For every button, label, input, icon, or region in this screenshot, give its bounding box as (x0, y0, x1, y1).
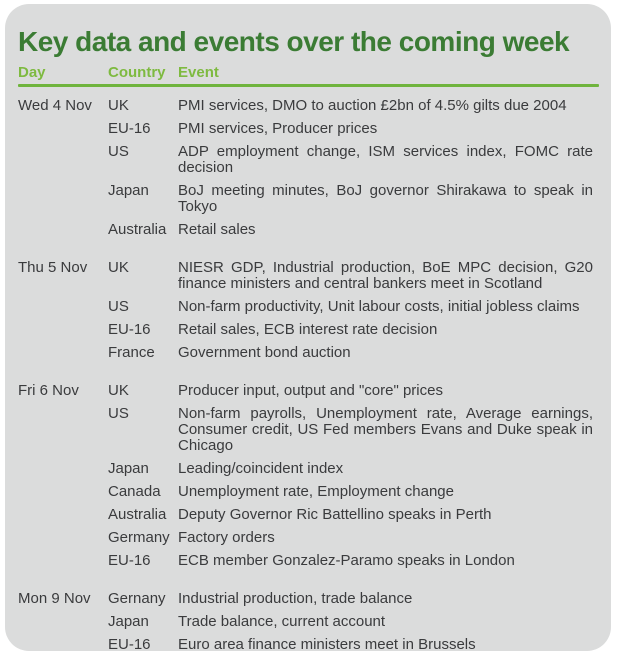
event-cell: Factory orders (178, 529, 275, 546)
table-row (18, 144, 599, 176)
day-cell (18, 322, 108, 338)
event-cell: Producer input, output and "core" prices (178, 382, 443, 399)
event-cell: Unemployment rate, Employment change (178, 483, 454, 500)
country-cell: Canada (108, 483, 161, 500)
day-cell (18, 183, 108, 215)
table-row (18, 406, 599, 454)
table-row (18, 591, 599, 607)
event-cell: Deputy Governor Ric Battellino speaks in Perth (178, 506, 492, 523)
day-cell (18, 461, 108, 477)
country-cell: Gernany (108, 590, 166, 607)
country-cell: Japan (108, 182, 149, 199)
column-header-country: Country (108, 64, 166, 81)
day-cell (18, 406, 108, 454)
day-block (18, 260, 599, 361)
table-row (18, 637, 599, 653)
country-cell: Germany (108, 529, 170, 546)
table-row (18, 507, 599, 523)
day-cell (18, 144, 108, 176)
country-cell: EU-16 (108, 636, 151, 653)
event-cell: PMI services, Producer prices (178, 120, 378, 137)
day-cell (18, 222, 108, 238)
country-cell: France (108, 344, 155, 361)
event-cell: Euro area finance ministers meet in Brussels (178, 636, 476, 653)
event-cell: ECB member Gonzalez-Paramo speaks in London (178, 552, 515, 569)
event-cell: BoJ meeting minutes, BoJ governor Shirakawa to speak in Tokyo (178, 182, 593, 215)
day-cell (18, 614, 108, 630)
table-row (18, 322, 599, 338)
country-cell: EU-16 (108, 321, 151, 338)
event-cell: Leading/coincident index (178, 460, 344, 477)
table-row (18, 222, 599, 238)
event-cell: Non-farm payrolls, Unemployment rate, Average earnings, Consumer credit, US Fed members Evans and Duke speak in Chicago (178, 405, 593, 454)
day-cell (18, 121, 108, 137)
event-cell: Government bond auction (178, 344, 351, 361)
country-cell: Australia (108, 221, 167, 238)
table-row (18, 484, 599, 500)
day-block (18, 383, 599, 569)
day-cell (18, 637, 108, 653)
table-row (18, 383, 599, 399)
country-cell: UK (108, 97, 129, 114)
column-header-day: Day (18, 64, 46, 81)
event-cell: Retail sales, ECB interest rate decision (178, 321, 438, 338)
table-row (18, 614, 599, 630)
country-cell: EU-16 (108, 120, 151, 137)
table-header (18, 64, 599, 81)
country-cell: US (108, 143, 129, 160)
day-block (18, 98, 599, 238)
country-cell: Australia (108, 506, 167, 523)
day-cell (18, 299, 108, 315)
event-cell: Retail sales (178, 221, 256, 238)
event-cell: PMI services, DMO to auction £2bn of 4.5% gilts due 2004 (178, 97, 567, 114)
table-row (18, 260, 599, 292)
day-cell (18, 530, 108, 546)
day-cell: Mon 9 Nov (18, 590, 91, 607)
country-cell: EU-16 (108, 552, 151, 569)
country-cell: UK (108, 259, 129, 276)
events-table (18, 87, 599, 653)
table-row (18, 183, 599, 215)
day-cell (18, 345, 108, 361)
table-row (18, 461, 599, 477)
country-cell: US (108, 298, 129, 315)
day-cell: Thu 5 Nov (18, 259, 88, 276)
key-events-card (5, 4, 611, 651)
event-cell: Non-farm productivity, Unit labour costs, initial jobless claims (178, 298, 580, 315)
day-cell (18, 484, 108, 500)
day-cell (18, 507, 108, 523)
country-cell: UK (108, 382, 129, 399)
event-cell: NIESR GDP, Industrial production, BoE MPC decision, G20 finance ministers and central bankers meet in Scotland (178, 259, 593, 292)
country-cell: US (108, 405, 129, 422)
table-row (18, 553, 599, 569)
event-cell: Industrial production, trade balance (178, 590, 413, 607)
event-cell: Trade balance, current account (178, 613, 386, 630)
column-header-event: Event (178, 64, 219, 81)
day-cell (18, 553, 108, 569)
table-row (18, 98, 599, 114)
event-cell: ADP employment change, ISM services index, FOMC rate decision (178, 143, 593, 176)
day-cell: Wed 4 Nov (18, 97, 92, 114)
table-row (18, 345, 599, 361)
table-row (18, 121, 599, 137)
page-title: Key data and events over the coming week (18, 26, 570, 57)
country-cell: Japan (108, 613, 149, 630)
table-row (18, 530, 599, 546)
country-cell: Japan (108, 460, 149, 477)
table-row (18, 299, 599, 315)
day-cell: Fri 6 Nov (18, 382, 79, 399)
day-block (18, 591, 599, 653)
